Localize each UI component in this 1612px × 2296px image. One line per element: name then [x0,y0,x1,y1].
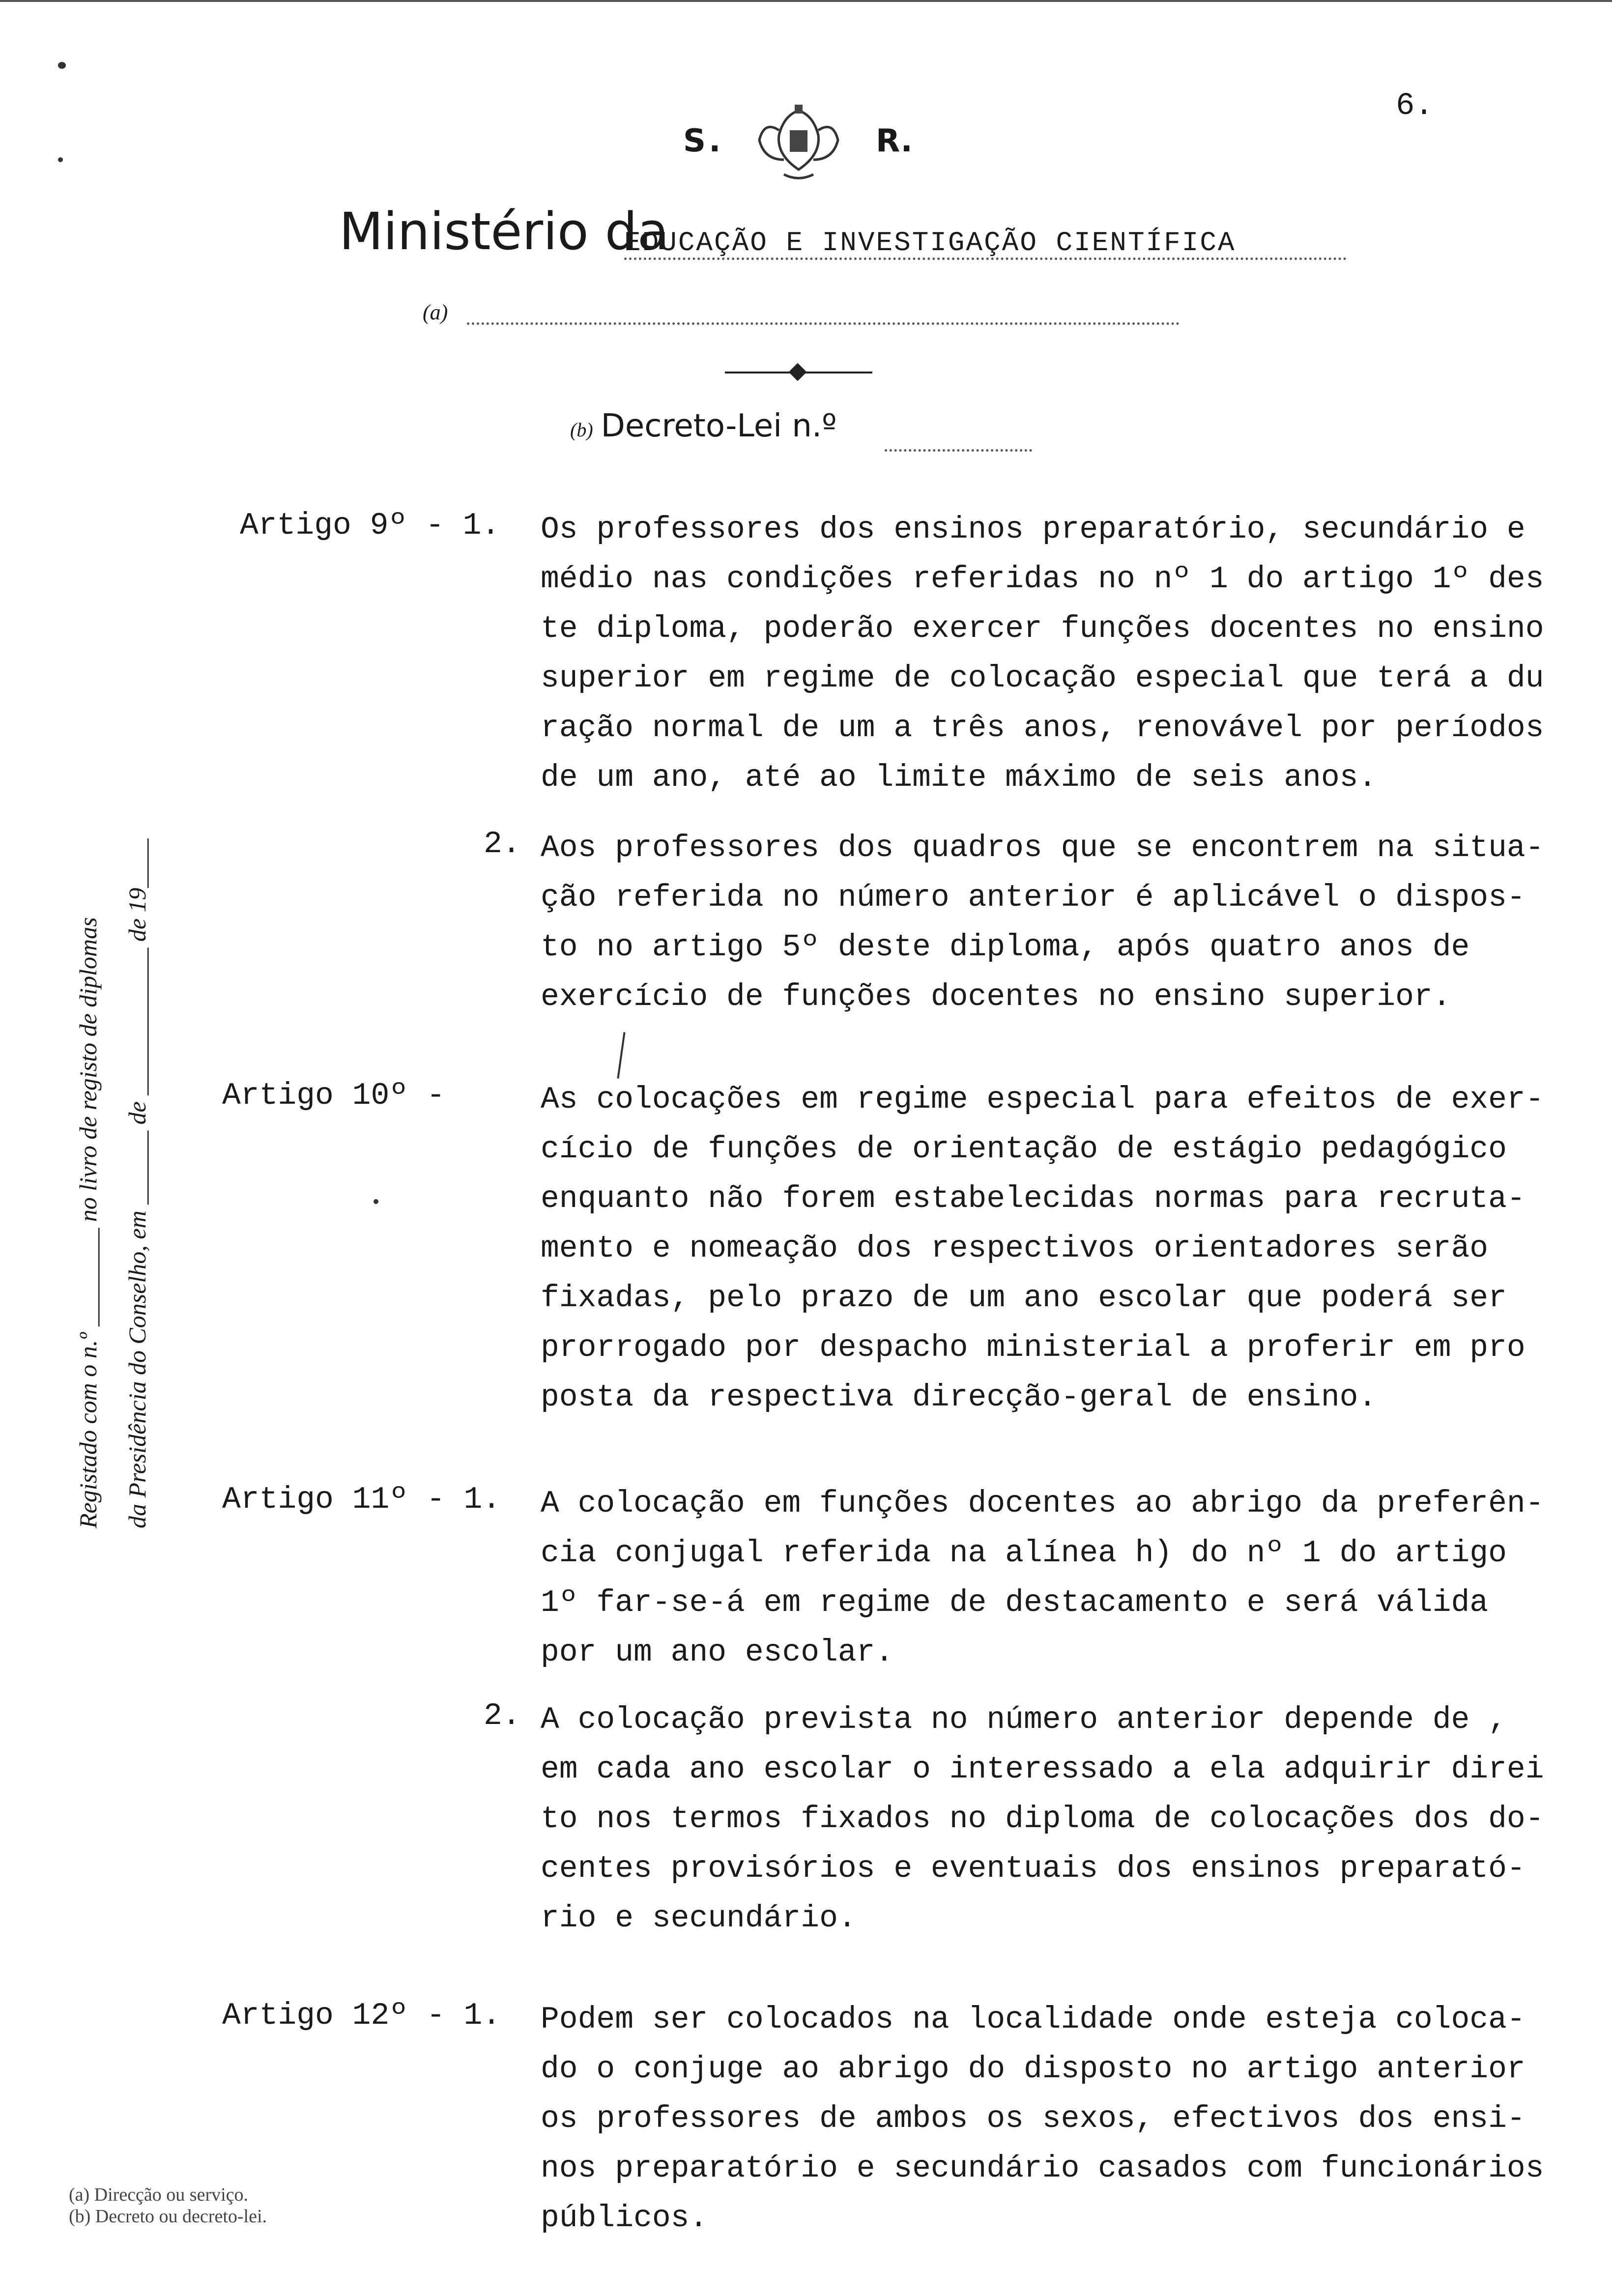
article-10-paragraph [541,1075,1612,1422]
article-11-paragraph-2 [541,1695,1612,1943]
text-line: posta da respectiva direcção-geral de ensino. [541,1380,1377,1415]
text-line: exercício de funções docentes no ensino superior. [541,979,1451,1014]
text-line: ração normal de um a três anos, renovável por períodos [541,711,1544,746]
header-sr-right: R. [876,123,913,159]
text-line: superior em regime de colocação especial que terá a du [541,661,1544,696]
footnotes [69,2184,267,2227]
ministry-prefix: Ministério da [339,201,669,261]
text-line: em cada ano escolar o interessado a ela adquirir direi [541,1752,1544,1787]
article-12-label: Artigo 12º - 1. [222,1998,501,2033]
footnote-b-marker: (b) [570,419,593,441]
text-line: médio nas condições referidas no nº 1 do artigo 1º des [541,562,1544,597]
article-10-label: Artigo 10º - [222,1078,445,1113]
text-line: os professores de ambos os sexos, efectivos dos ensi- [541,2101,1526,2136]
text-line: nos preparatório e secundário casados com funcionários [541,2151,1544,2186]
scan-speck [58,157,63,162]
coat-of-arms-emblem [749,101,848,184]
text-line: enquanto não forem estabelecidas normas para recruta- [541,1181,1526,1216]
text-line: rio e secundário. [541,1901,857,1936]
text-line: As colocações em regime especial para efeitos de exer- [541,1082,1544,1117]
divider-diamond [789,363,807,381]
ministry-name: EDUCAÇÃO E INVESTIGAÇÃO CIENTÍFICA [624,227,1236,258]
margin-note-line-2: da Presidência do Conselho, em ______ de ____________ de 19____ [123,838,151,1528]
ministry-line [339,201,1347,270]
text-line: prorrogado por despacho ministerial a proferir em pro [541,1330,1526,1365]
pen-mark [617,1032,625,1079]
article-11-paragraph-1 [541,1479,1612,1677]
top-rule [0,0,1612,2]
text-line: centes provisórios e eventuais dos ensinos preparató- [541,1851,1526,1886]
text-line: mento e nomeação dos respectivos orientadores serão [541,1231,1489,1266]
footnote-b: (b) Decreto ou decreto-lei. [69,2206,267,2227]
footnote-a-marker: (a) [423,300,448,324]
text-line: te diploma, poderão exercer funções docentes no ensino [541,611,1544,646]
decree-line [570,408,836,444]
text-line: Aos professores dos quadros que se encontrem na situa- [541,831,1544,865]
article-12-paragraph-1 [541,1995,1612,2243]
scan-speck [374,1199,378,1204]
article-9-paragraph-2-label: 2. [484,827,521,861]
header-sr-left: S. [683,123,724,159]
text-line: cia conjugal referida na alínea h) do nº 1 do artigo [541,1536,1507,1571]
text-line: to no artigo 5º deste diploma, após quatro anos de [541,930,1470,965]
text-line: por um ano escolar. [541,1635,894,1670]
text-line: fixadas, pelo prazo de um ano escolar que poderá ser [541,1281,1507,1316]
decree-number-dotted-line [885,449,1032,452]
article-11-label: Artigo 11º - 1. [222,1482,501,1517]
text-line: A colocação prevista no número anterior depende de , [541,1702,1507,1737]
ministry-dotted-line [624,258,1347,260]
article-11-paragraph-2-label: 2. [484,1698,521,1733]
footnote-a: (a) Direcção ou serviço. [69,2184,249,2205]
text-line: Os professores dos ensinos preparatório, secundário e [541,512,1526,547]
margin-registration-note [69,624,167,1528]
text-line: de um ano, até ao limite máximo de seis anos. [541,760,1377,795]
service-dotted-line [467,322,1180,325]
page-number: 6. [1396,88,1434,124]
text-line: Podem ser colocados na localidade onde esteja coloca- [541,2002,1526,2037]
scan-speck [58,62,66,69]
text-line: A colocação em funções docentes ao abrigo da preferên- [541,1486,1544,1521]
text-line: ção referida no número anterior é aplicável o dispos- [541,880,1526,915]
article-9-paragraph-2 [541,823,1612,1022]
article-9-label: Artigo 9º - 1. [240,508,500,543]
text-line: cício de funções de orientação de estágio pedagógico [541,1132,1507,1167]
text-line: to nos termos fixados no diploma de colocações dos do- [541,1802,1544,1837]
text-line: do o conjuge ao abrigo do disposto no artigo anterior [541,2052,1526,2087]
decree-label: Decreto-Lei n.º [601,408,837,444]
text-line: 1º far-se-á em regime de destacamento e será válida [541,1585,1489,1620]
article-9-paragraph-1 [541,505,1612,803]
text-line: públicos. [541,2201,708,2236]
margin-note-line-1: Registado com o n.º ________ no livro de registo de diplomas [74,917,102,1528]
